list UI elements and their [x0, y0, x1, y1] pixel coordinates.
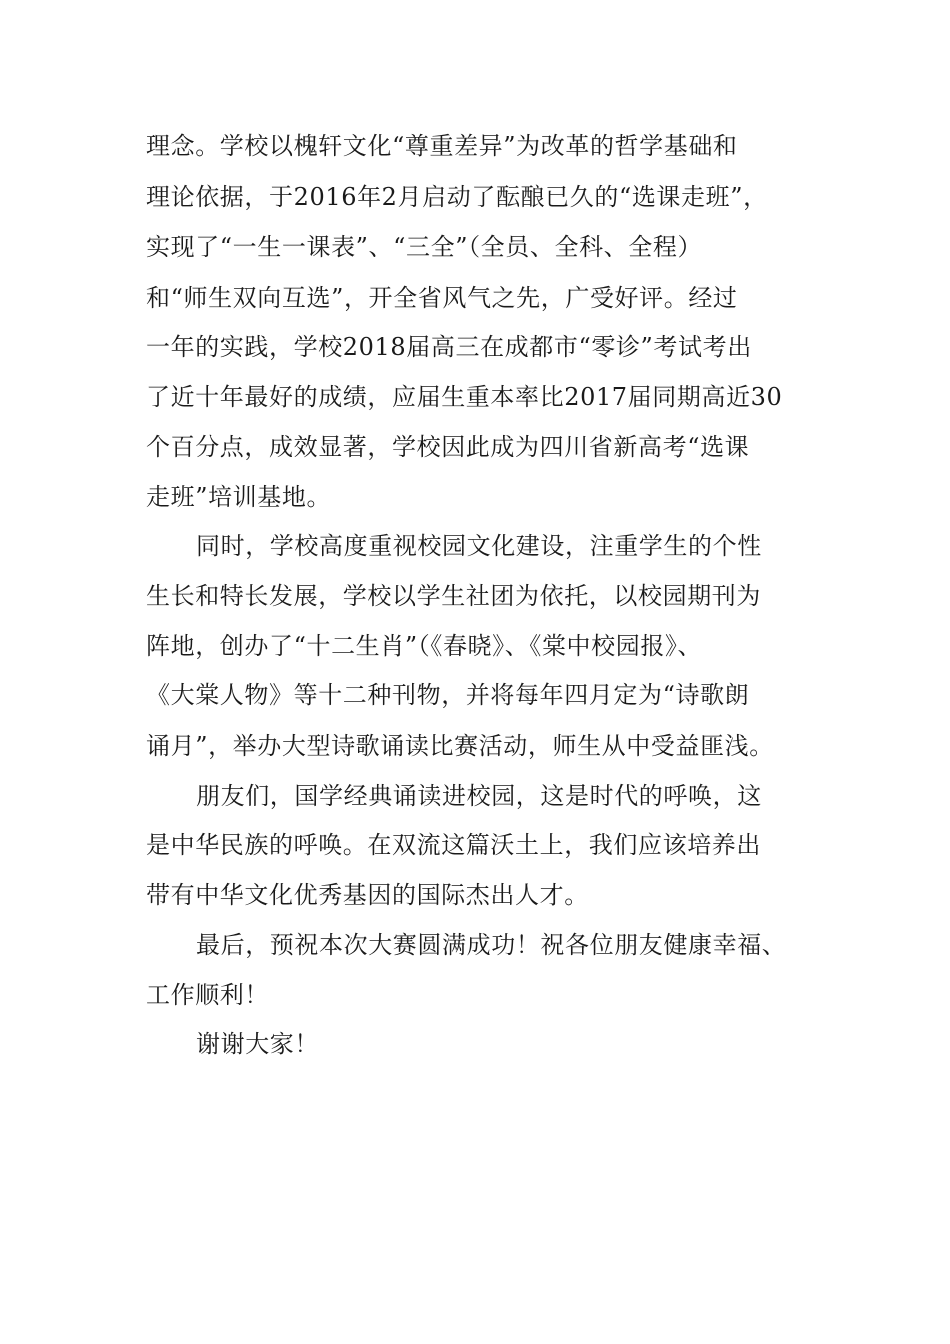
text-line: 阵地，创办了“十二生肖”（《春晓》、《棠中校园报》、	[146, 632, 703, 660]
text-line: 是中华民族的呼唤。在双流这篇沃土上，我们应该培养出	[146, 831, 761, 859]
text-line: 生长和特长发展，学校以学生社团为依托，以校园期刊为	[146, 582, 761, 610]
text-line: 理论依据，于2016年2月启动了酝酿已久的“选课走班”，	[146, 183, 768, 211]
text-line: 带有中华文化优秀基因的国际杰出人才。	[146, 881, 589, 909]
text-line: 个百分点，成效显著，学校因此成为四川省新高考“选课	[146, 433, 750, 461]
paragraph-start-line: 最后，预祝本次大赛圆满成功！祝各位朋友健康幸福、	[196, 931, 787, 959]
text-line: 理念。学校以槐轩文化“尊重差异”为改革的哲学基础和	[146, 132, 738, 160]
text-line: 和“师生双向互选”，开全省风气之先，广受好评。经过	[146, 284, 738, 312]
text-line: 《大棠人物》等十二种刊物，并将每年四月定为“诗歌朗	[146, 681, 750, 709]
paragraph-start-line: 朋友们，国学经典诵读进校园，这是时代的呼唤，这	[196, 782, 762, 810]
text-line: 一年的实践，学校2018届高三在成都市“零诊”考试考出	[146, 333, 752, 361]
text-line: 实现了“一生一课表”、“三全”（全员、全科、全程）	[146, 233, 703, 261]
text-line: 了近十年最好的成绩，应届生重本率比2017届同期高近30	[146, 383, 783, 411]
text-line: 工作顺利！	[146, 981, 269, 1009]
closing-line: 谢谢大家！	[196, 1030, 319, 1058]
text-line: 诵月”，举办大型诗歌诵读比赛活动，师生从中受益匪浅。	[146, 732, 774, 760]
text-line: 走班”培训基地。	[146, 483, 332, 511]
paragraph-start-line: 同时，学校高度重视校园文化建设，注重学生的个性	[196, 532, 762, 560]
